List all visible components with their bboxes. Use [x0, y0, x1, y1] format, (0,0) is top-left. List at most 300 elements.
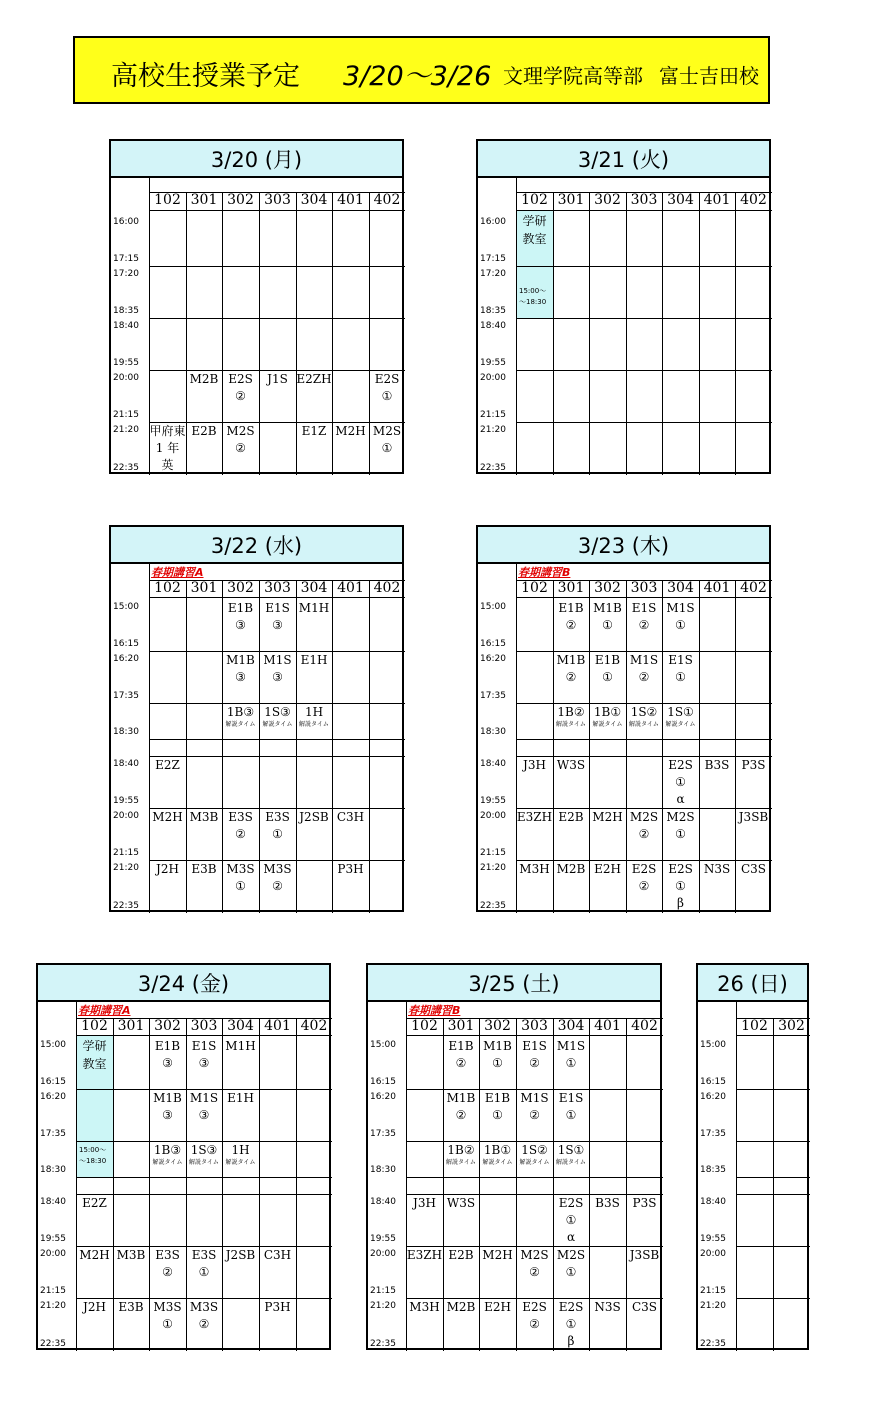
class-code: ① — [381, 441, 393, 455]
class-code: ① — [675, 879, 686, 893]
class-cell — [553, 1142, 589, 1167]
end-time: 22:35 — [113, 463, 139, 473]
class-cell — [626, 652, 662, 686]
room-label: 303 — [190, 1018, 218, 1034]
class-cell — [186, 861, 222, 878]
room-row-line — [76, 1035, 332, 1036]
class-cell — [626, 600, 662, 634]
branch-name: 富士吉田校 — [659, 64, 759, 88]
class-code: J3SB — [738, 810, 769, 824]
room-label: 302 — [594, 192, 621, 208]
start-time: 21:20 — [700, 1301, 726, 1311]
class-cell — [735, 861, 772, 878]
room-label: 302 — [778, 1018, 805, 1034]
grid-row-line — [406, 1177, 663, 1178]
class-cell — [516, 861, 553, 878]
class-code: ① — [602, 670, 613, 684]
class-code: 1S② — [630, 705, 658, 719]
room-label: 402 — [740, 192, 767, 208]
class-cell — [259, 652, 296, 686]
class-code: E1S — [631, 601, 657, 615]
class-code: M1H — [298, 601, 330, 615]
room-label: 401 — [594, 1018, 621, 1034]
start-time: 21:20 — [480, 425, 506, 435]
class-cell — [222, 652, 259, 686]
class-code: ① — [492, 1108, 503, 1122]
class-cell — [76, 1247, 113, 1264]
class-cell — [296, 809, 332, 826]
grid-column-line — [516, 178, 517, 475]
class-code: E2S — [522, 1300, 547, 1314]
class-code: ② — [638, 879, 650, 893]
end-time: 22:35 — [480, 463, 506, 473]
class-code: ① — [381, 389, 393, 403]
start-time: 21:20 — [480, 863, 506, 873]
class-cell — [626, 704, 662, 729]
room-label: 402 — [631, 1018, 658, 1034]
class-cell — [626, 1299, 663, 1316]
room-label: 102 — [521, 192, 548, 208]
end-time: 21:15 — [480, 410, 506, 420]
class-cell — [332, 861, 369, 878]
class-code: M3S — [189, 1300, 219, 1314]
class-cell — [516, 809, 553, 826]
class-code: M1B — [593, 601, 622, 615]
class-code: ② — [235, 827, 246, 841]
note-cell — [406, 1002, 663, 1019]
class-code: E1B — [154, 1039, 181, 1053]
room-row-line — [516, 597, 772, 598]
class-code: 1S① — [667, 705, 694, 719]
start-time: 16:00 — [480, 217, 506, 227]
class-code: M1B — [556, 653, 586, 667]
room-row-line — [149, 210, 405, 211]
class-cell — [369, 371, 405, 405]
end-time: 19:55 — [40, 1234, 66, 1244]
class-cell — [699, 757, 735, 774]
class-code: E2S — [631, 862, 657, 876]
room-label: 303 — [630, 192, 658, 208]
class-code: E2Z — [155, 758, 180, 772]
room-label: 102 — [154, 580, 181, 596]
class-cell — [222, 1090, 259, 1107]
class-code: E2S — [558, 1196, 584, 1210]
room-label: 303 — [630, 580, 658, 596]
grid-column-line — [699, 192, 700, 475]
class-cell — [259, 600, 296, 634]
class-code: J2H — [83, 1300, 106, 1314]
class-cell — [259, 861, 296, 895]
start-time: 21:20 — [113, 863, 139, 873]
start-time: 18:40 — [40, 1197, 66, 1207]
class-code: E2B — [448, 1248, 474, 1262]
grid-column-line — [296, 1018, 297, 1351]
class-cell — [589, 652, 626, 686]
class-code: ① — [675, 670, 686, 684]
class-code: M2S — [666, 810, 695, 824]
class-code: E1B — [448, 1039, 474, 1053]
day-header: 3/23 (木) — [478, 527, 769, 564]
room-label: 302 — [594, 580, 621, 596]
end-time: 21:15 — [40, 1286, 66, 1296]
grid-row-line — [516, 739, 772, 740]
class-cell — [222, 371, 259, 405]
class-cell — [149, 1090, 186, 1124]
end-time: 17:15 — [113, 254, 139, 264]
class-code: M3B — [116, 1248, 146, 1262]
grid-column-line — [662, 192, 663, 475]
class-cell — [443, 1090, 479, 1124]
end-time: 17:35 — [700, 1129, 726, 1139]
class-cell — [296, 652, 332, 669]
class-cell — [589, 600, 626, 634]
class-cell — [626, 809, 662, 843]
date-range: 3/20～3/26 — [343, 61, 492, 92]
room-row-line — [406, 1035, 663, 1036]
class-cell — [553, 861, 589, 878]
room-label: 301 — [557, 192, 585, 208]
class-code: M2H — [152, 810, 183, 824]
class-code: N3S — [703, 862, 731, 876]
grid-column-line — [589, 192, 590, 475]
end-time: 18:30 — [480, 727, 506, 737]
class-cell — [149, 1247, 186, 1281]
class-code: E3S — [265, 810, 290, 824]
room-label: 401 — [337, 580, 364, 596]
class-code: M2S — [226, 424, 255, 438]
class-code: 甲府東 — [149, 424, 186, 438]
room-label: 402 — [373, 192, 401, 208]
end-time: 19:55 — [480, 358, 506, 368]
study-room-label: 学研 教室 — [82, 1039, 107, 1071]
end-time: 22:35 — [480, 901, 506, 911]
session-note: 春期講習A — [151, 566, 204, 579]
class-code: E1S — [558, 1091, 584, 1105]
class-cell — [149, 861, 186, 878]
explanation-time-label: 解説タイム — [262, 721, 293, 728]
class-cell — [186, 1038, 222, 1072]
class-cell — [222, 809, 259, 843]
start-time: 15:00 — [40, 1040, 66, 1050]
room-label: 301 — [117, 1018, 145, 1034]
class-cell — [553, 809, 589, 826]
end-time: 16:15 — [40, 1077, 66, 1087]
class-code: P3S — [741, 758, 766, 772]
grid-row-line — [149, 756, 405, 757]
class-code: ③ — [198, 1056, 210, 1070]
class-cell — [259, 371, 296, 388]
start-time: 17:20 — [480, 269, 506, 279]
day-panel — [109, 139, 404, 474]
room-label: 304 — [557, 1018, 585, 1034]
class-code: M2S — [629, 810, 659, 824]
room-label: 401 — [337, 192, 364, 208]
grid-column-line — [735, 192, 736, 475]
class-code: 1B① — [593, 705, 622, 719]
class-code: 1S③ — [264, 705, 291, 719]
class-code: E2B — [191, 424, 217, 438]
grid-row-line — [516, 422, 772, 423]
start-time: 21:20 — [370, 1301, 396, 1311]
class-code: E1B — [594, 653, 621, 667]
class-code: N3S — [594, 1300, 621, 1314]
note-cell — [76, 1002, 332, 1019]
room-label: 402 — [300, 1018, 328, 1034]
start-time: 20:00 — [113, 811, 139, 821]
class-cell — [149, 809, 186, 826]
class-cell — [222, 861, 259, 895]
day-panel — [109, 525, 404, 912]
start-time: 18:40 — [113, 321, 139, 331]
class-code: E2B — [558, 810, 584, 824]
class-code: J3H — [523, 758, 546, 772]
room-label: 102 — [521, 580, 548, 596]
class-code: ② — [638, 827, 650, 841]
class-code: M2B — [189, 372, 219, 386]
end-time: 21:15 — [480, 848, 506, 858]
class-cell — [406, 1247, 443, 1264]
class-cell — [149, 423, 186, 474]
class-code: J2SB — [299, 810, 329, 824]
explanation-time-label: 解説タイム — [592, 721, 623, 728]
explanation-time-label: 解説タイム — [152, 1159, 183, 1166]
start-time: 15:00 — [113, 602, 139, 612]
grid-column-line — [553, 192, 554, 475]
class-cell — [296, 371, 332, 388]
start-time: 17:20 — [113, 269, 139, 279]
class-code: E2H — [484, 1300, 511, 1314]
class-code: M1S — [263, 653, 292, 667]
end-time: 18:35 — [480, 306, 506, 316]
end-time: 16:15 — [370, 1077, 396, 1087]
grid-row-line — [736, 1141, 810, 1142]
explanation-time-label: 解説タイム — [556, 1159, 586, 1166]
class-cell — [222, 423, 259, 457]
note-cell — [736, 1002, 810, 1019]
start-time: 16:20 — [40, 1092, 66, 1102]
class-cell — [443, 1142, 479, 1167]
class-cell — [113, 1247, 149, 1264]
class-cell — [662, 809, 699, 843]
room-label: 303 — [264, 580, 291, 596]
class-cell — [332, 809, 369, 826]
class-code: ③ — [162, 1108, 173, 1122]
room-label: 301 — [190, 192, 218, 208]
class-code: E1S — [522, 1039, 547, 1053]
room-label: 302 — [484, 1018, 511, 1034]
class-cell — [516, 1142, 553, 1167]
class-cell — [76, 1299, 113, 1316]
class-code: ③ — [162, 1056, 173, 1070]
session-note: 春期講習B — [408, 1004, 461, 1017]
class-code: E2S — [374, 372, 400, 386]
class-code: E1H — [300, 653, 328, 667]
class-cell — [735, 809, 772, 826]
grid-row-line — [736, 1298, 810, 1299]
class-cell — [406, 1195, 443, 1212]
class-code: M2S — [372, 424, 402, 438]
class-code: W3S — [556, 758, 586, 772]
class-cell — [259, 1299, 296, 1316]
end-time: 22:35 — [113, 901, 139, 911]
explanation-time-label: 解説タイム — [225, 1159, 256, 1166]
class-code: E1Z — [301, 424, 327, 438]
class-code: ③ — [235, 670, 246, 684]
class-code: ① — [565, 1056, 577, 1070]
explanation-time-label: 解説タイム — [556, 721, 586, 728]
end-time: 17:35 — [370, 1129, 396, 1139]
class-code: E2S — [668, 758, 693, 772]
room-label: 401 — [703, 580, 731, 596]
class-code: J2H — [156, 862, 179, 876]
grid-row-line — [76, 1194, 332, 1195]
end-time: 19:55 — [370, 1234, 396, 1244]
class-code: C3H — [336, 810, 365, 824]
class-code: E2S — [228, 372, 253, 386]
class-code: E2ZH — [296, 372, 332, 386]
room-label: 303 — [521, 1018, 548, 1034]
room-label: 304 — [227, 1018, 254, 1034]
class-code: M2S — [520, 1248, 549, 1262]
day-header: 3/20 (月) — [111, 141, 402, 178]
day-panel — [476, 139, 771, 474]
end-time: 16:15 — [480, 639, 506, 649]
day-header: 3/25 (土) — [368, 965, 660, 1002]
grid-row-line — [516, 266, 772, 267]
class-code: E1S — [265, 601, 290, 615]
class-code: E2H — [594, 862, 621, 876]
class-cell — [516, 757, 553, 774]
room-label: 102 — [81, 1018, 108, 1034]
start-time: 16:20 — [113, 654, 139, 664]
class-code: ② — [565, 618, 577, 632]
start-time: 16:20 — [480, 654, 506, 664]
day-panel — [696, 963, 809, 1350]
class-code: ① — [565, 1265, 577, 1279]
session-note: 春期講習B — [518, 566, 571, 579]
explanation-time-label: 解説タイム — [299, 721, 329, 728]
start-time: 21:20 — [40, 1301, 66, 1311]
session-note: 春期講習A — [78, 1004, 131, 1017]
end-time: 19:55 — [113, 796, 139, 806]
class-code: ② — [198, 1317, 210, 1331]
grid-row-line — [736, 1194, 810, 1195]
class-code: 1 年 — [155, 441, 180, 455]
class-code: ③ — [235, 618, 246, 632]
class-code: ① — [565, 1108, 577, 1122]
class-code: E3S — [155, 1248, 180, 1262]
start-time: 15:00 — [480, 602, 506, 612]
class-cell — [699, 861, 735, 878]
end-time: 21:15 — [700, 1286, 726, 1296]
day-header: 3/24 (金) — [38, 965, 329, 1002]
class-code: E1B — [484, 1091, 511, 1105]
class-cell — [479, 1090, 516, 1124]
class-code: ① — [198, 1265, 210, 1279]
class-code: B3S — [595, 1196, 620, 1210]
end-time: 18:35 — [113, 306, 139, 316]
class-code: M2H — [79, 1248, 110, 1262]
room-label: 102 — [411, 1018, 438, 1034]
start-time: 16:20 — [370, 1092, 396, 1102]
room-row-line — [736, 1035, 810, 1036]
class-code: E2S — [558, 1300, 584, 1314]
class-code: 1B③ — [226, 705, 255, 719]
grid-column-line — [222, 1018, 223, 1351]
class-cell — [662, 600, 699, 634]
class-cell — [149, 1038, 186, 1072]
class-cell — [222, 704, 259, 729]
class-code: E3B — [118, 1300, 144, 1314]
class-cell — [479, 1247, 516, 1264]
class-cell — [662, 652, 699, 686]
room-row-line — [516, 210, 772, 211]
class-cell — [553, 600, 589, 634]
study-room-label: 学研 教室 — [522, 214, 547, 246]
start-time: 16:20 — [700, 1092, 726, 1102]
class-cell — [369, 423, 405, 457]
class-code: C3S — [740, 862, 767, 876]
class-code: E2S — [668, 862, 693, 876]
end-time: 22:35 — [370, 1339, 396, 1349]
class-code: ② — [529, 1317, 540, 1331]
class-cell — [735, 757, 772, 774]
class-code: M1S — [666, 601, 695, 615]
class-code: 1H — [231, 1143, 250, 1157]
class-cell — [553, 757, 589, 774]
start-time: 21:20 — [113, 425, 139, 435]
class-cell — [553, 652, 589, 686]
class-cell — [222, 1247, 259, 1264]
start-time: 18:40 — [480, 759, 506, 769]
day-header: 3/21 (火) — [478, 141, 769, 178]
class-code: M1B — [483, 1039, 512, 1053]
class-code: E3B — [191, 862, 217, 876]
class-cell — [626, 861, 662, 895]
class-code: M2H — [335, 424, 366, 438]
class-code: ② — [455, 1056, 467, 1070]
end-time: 22:35 — [700, 1339, 726, 1349]
day-panel — [366, 963, 662, 1350]
room-label: 102 — [741, 1018, 768, 1034]
class-code: ② — [638, 670, 650, 684]
room-label: 302 — [154, 1018, 181, 1034]
end-time: 18:30 — [370, 1165, 396, 1175]
room-label: 303 — [264, 192, 291, 208]
class-code: ③ — [272, 670, 283, 684]
class-code: M1S — [629, 653, 659, 667]
class-code: ② — [638, 618, 650, 632]
class-code: M1B — [446, 1091, 476, 1105]
class-cell — [553, 1247, 589, 1281]
class-cell — [296, 423, 332, 440]
class-cell — [553, 1090, 589, 1124]
start-time: 20:00 — [113, 373, 139, 383]
class-code: α — [676, 792, 685, 806]
end-time: 18:30 — [113, 727, 139, 737]
class-code: ① — [602, 618, 613, 632]
grid-row-line — [149, 266, 405, 267]
class-code: J3SB — [629, 1248, 660, 1262]
class-cell — [516, 1090, 553, 1124]
class-code: M1H — [225, 1039, 256, 1053]
class-cell — [259, 1247, 296, 1264]
class-code: ① — [675, 827, 686, 841]
class-cell — [589, 861, 626, 878]
class-code: β — [677, 896, 684, 910]
start-time: 20:00 — [40, 1249, 66, 1259]
class-code: 1H — [304, 705, 324, 719]
